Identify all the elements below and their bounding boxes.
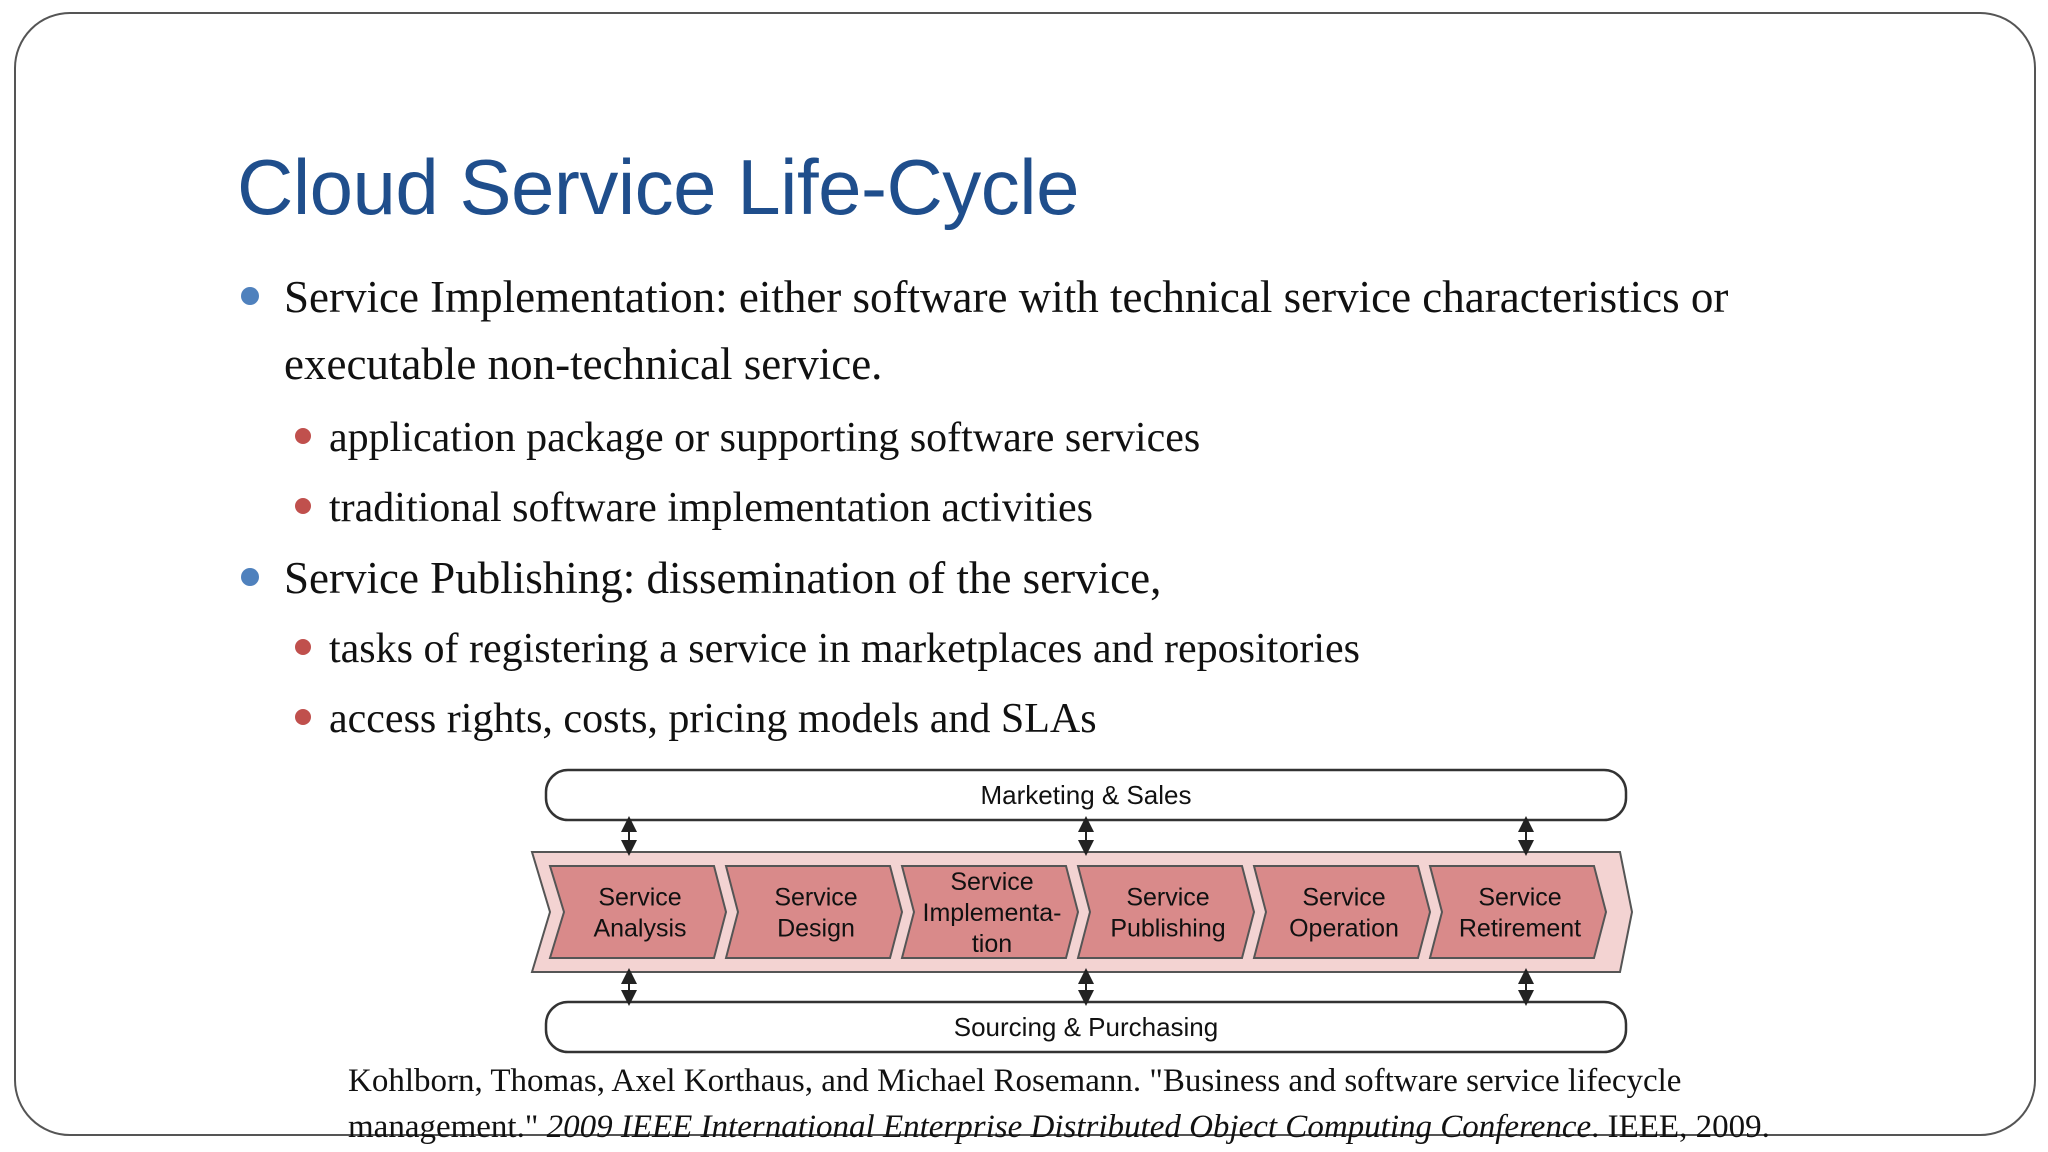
bullet-dot-icon <box>241 568 259 586</box>
stage-label: Service Implementa-tion <box>922 868 1062 958</box>
lifecycle-diagram <box>530 766 1640 1056</box>
lifecycle-diagram-svg <box>530 766 1640 1056</box>
stage-label: Service Publishing <box>1110 883 1226 943</box>
citation-title-end: management." <box>348 1109 547 1145</box>
stage-chevron <box>1430 866 1606 958</box>
bullet-service-publishing <box>236 545 1936 612</box>
bullet-dot-icon <box>241 287 259 305</box>
slide-frame <box>14 12 2036 1145</box>
bullet-text: Service Publishing: dissemination of the service, <box>284 553 1162 603</box>
citation-authors: Kohlborn, Thomas, Axel Korthaus, and Michael Rosemann. "Business and software service lifecycle <box>348 1063 1682 1099</box>
stage-chevron <box>550 866 726 958</box>
bullet-text: Service Implementation: either software with technical service characteristics or <box>284 272 1729 322</box>
sub-bullet-dot-icon <box>295 428 311 444</box>
stage-label: Service Design <box>774 883 858 943</box>
citation-publisher: . IEEE, 2009. <box>1591 1109 1770 1145</box>
stage-label: Service Operation <box>1289 883 1399 943</box>
citation <box>348 1058 1828 1150</box>
sub-bullet <box>236 684 1936 754</box>
sub-bullet-text: traditional software implementation activities <box>329 485 1093 531</box>
sub-bullet-text: access rights, costs, pricing models and SLAs <box>329 696 1097 742</box>
bullet-text-continued: executable non-technical service. <box>284 339 883 389</box>
sub-bullet-dot-icon <box>295 709 311 725</box>
slide-title: Cloud Service Life-Cycle <box>237 143 1080 231</box>
sub-bullet-dot-icon <box>295 639 311 655</box>
stage-chevron <box>1254 866 1430 958</box>
bullet-service-implementation <box>236 264 1936 398</box>
stage-label: Service Analysis <box>593 883 687 943</box>
stage-chevron <box>1078 866 1254 958</box>
bullet-list <box>236 264 1936 754</box>
marketing-sales-label: Marketing & Sales <box>980 780 1192 810</box>
sub-bullet-text: application package or supporting software services <box>329 415 1201 461</box>
stage-chevron <box>726 866 902 958</box>
sourcing-purchasing-label: Sourcing & Purchasing <box>953 1012 1219 1042</box>
sub-bullet-dot-icon <box>295 498 311 514</box>
sub-bullet <box>236 403 1936 473</box>
sub-bullet <box>236 473 1936 543</box>
stage-label: Service Retirement <box>1458 883 1582 943</box>
citation-venue: 2009 IEEE International Enterprise Distributed Object Computing Conference <box>546 1109 1592 1145</box>
sub-bullet <box>236 614 1936 684</box>
sub-bullet-text: tasks of registering a service in marketplaces and repositories <box>329 626 1360 672</box>
